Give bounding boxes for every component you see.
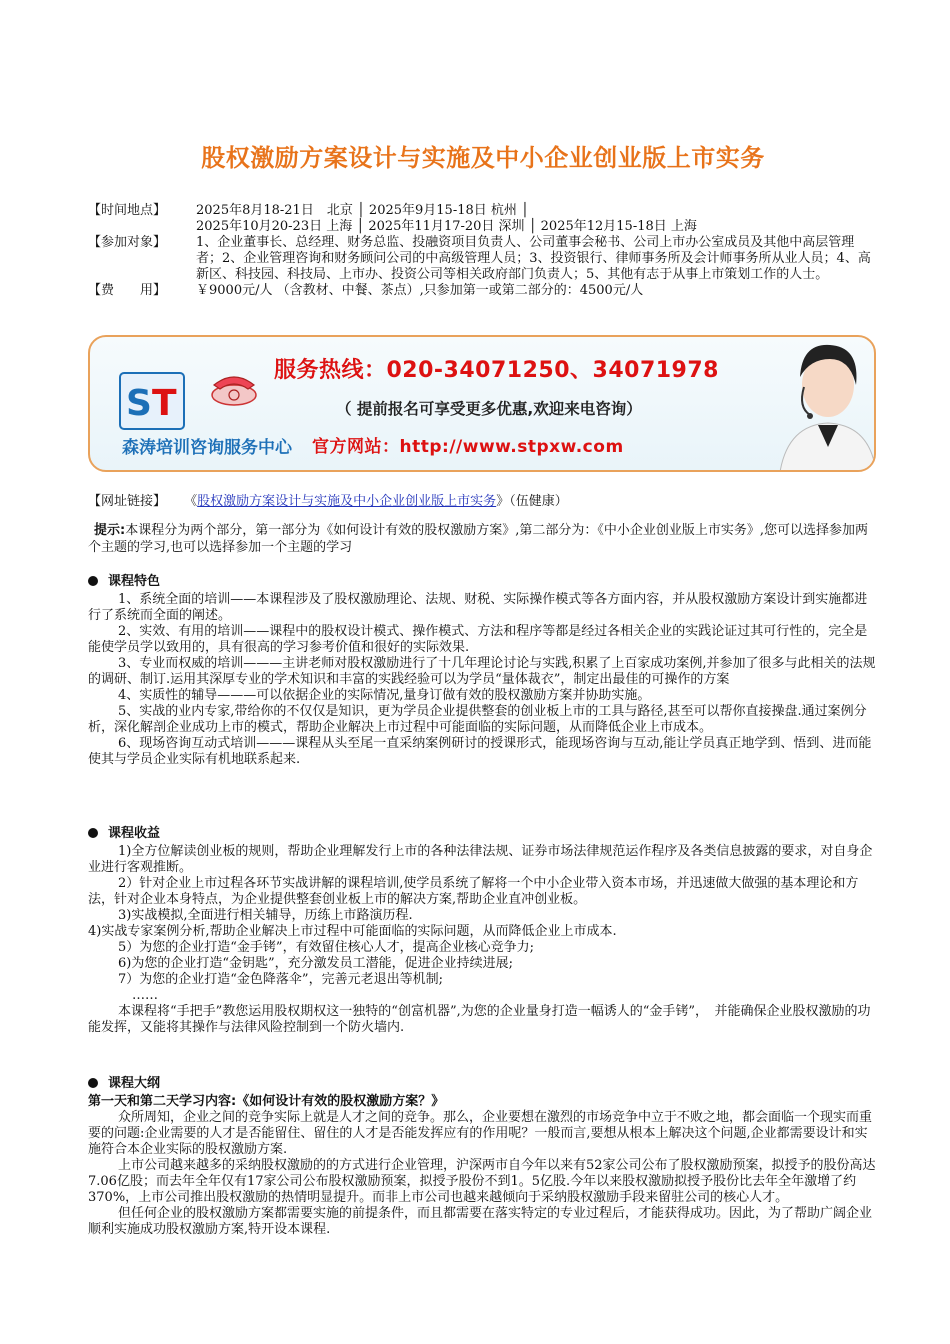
benefits-section	[88, 826, 878, 1036]
benefits-item: 本课程将“手把手”教您运用股权期权这一独特的“创富机器”,为您的企业量身打造一幅诱人的“金手铐”， 并能确保企业股权激励的功能发挥，又能将其操作与法律风险控制到一个防火墙内.	[88, 1004, 871, 1035]
tip-label: 提示:	[94, 523, 126, 538]
benefits-item: 3)实战模拟,全面进行相关辅导，历练上市路演历程.	[118, 908, 413, 923]
features-heading: 课程特色	[108, 574, 161, 589]
benefits-heading: 课程收益	[108, 826, 161, 841]
time-location-label: 【时间地点】	[88, 203, 167, 218]
org-name: 森涛培训咨询服务中心	[122, 438, 292, 458]
audience-label: 【参加对象】	[88, 235, 167, 250]
features-item: 6、现场咨询互动式培训———课程从头至尾一直采纳案例研讨的授课形式，能现场咨询与互动,能让学员真正地学到、悟到、进而能使其与学员企业实际有机地联系起来.	[88, 736, 872, 767]
benefits-item: 4)实战专家案例分析,帮助企业解决上市过程中可能面临的实际问题，从而降低企业上市成本.	[88, 924, 617, 939]
bullet-icon	[88, 1078, 98, 1088]
benefits-item: 5）为您的企业打造“金手铐”，有效留住核心人才，提高企业核心竞争力;	[118, 940, 534, 955]
promo-text: （ 提前报名可享受更多优惠,欢迎来电咨询）	[336, 400, 642, 418]
benefits-item: ……	[132, 988, 158, 1003]
time-location-line-1: 2025年8月18-21日 北京 │ 2025年9月15-18日 杭州 │	[196, 203, 529, 218]
features-section	[88, 574, 878, 768]
outline-paragraph: 众所周知，企业之间的竞争实际上就是人才之间的竞争。那么，企业要想在激烈的市场竞争中立于不败之地，都会面临一个现实而重要的问题:企业需要的人才是否能留住、留住的人才是否能发挥应有的作用呢？一般而言,要想从根本上解决这个问题,企业都需要设计和实施符合本企业实际的股权激励方案.	[88, 1110, 873, 1157]
audience-text: 1、企业董事长、总经理、财务总监、投融资项目负责人、公司董事会秘书、公司上市办公室成员及其他中高层管理者；2、企业管理咨询和财务顾问公司的中高级管理人员；3、投资银行、律师事务所及会计师事务所从业人员；4、高新区、科技园、科技局、上市办、投资公司等相关政府部门负责人；5、其他有志于从事上市策划工作的人士。	[196, 235, 871, 282]
service-agent-icon	[770, 337, 876, 472]
audience-row	[88, 235, 878, 283]
benefits-item: 1)全方位解读创业板的规则，帮助企业理解发行上市的各种法律法规、证券市场法律规范运作程序及各类信息披露的要求，对自身企业进行客观推断。	[88, 844, 873, 875]
outline-heading: 课程大纲	[108, 1076, 161, 1091]
benefits-item: 6)为您的企业打造“金钥匙”，充分激发员工潜能，促进企业持续进展;	[118, 956, 514, 971]
fee-text: ￥9000元/人 （含教材、中餐、茶点）,只参加第一或第二部分的：4500元/人	[196, 283, 644, 298]
outline-paragraph: 上市公司越来越多的采纳股权激励的的方式进行企业管理，沪深两市自今年以来有52家公司公布了股权激励预案，拟授予的股份高达7.06亿股；而去年全年仅有17家公司公布股权激励预案，拟授予股份不到1。5亿股.今年以来股权激励拟授予股份比去年全年激增了约370%，上市公司推出股权激励的热情明显提升。而非上市公司也越来越倾向于采纳股权激励手段来留驻公司的核心人才。	[88, 1158, 876, 1205]
bullet-icon	[88, 576, 98, 586]
hotline-banner[interactable]	[88, 335, 876, 472]
features-item: 1、系统全面的培训——本课程涉及了股权激励理论、法规、财税、实际操作模式等各方面内容，并从股权激励方案设计到实施都进行了系统而全面的阐述。	[88, 592, 868, 623]
company-logo-icon	[118, 371, 186, 431]
bullet-icon	[88, 828, 98, 838]
tip-paragraph	[88, 522, 878, 556]
url-link-row: 【网址链接】 《股权激励方案设计与实施及中小企业创业版上市实务》（伍健康）	[88, 494, 568, 509]
page-title: 股权激励方案设计与实施及中小企业创业版上市实务	[201, 144, 765, 172]
svg-text:T: T	[152, 383, 177, 424]
url-link-label: 【网址链接】	[88, 494, 167, 509]
benefits-item: 2）针对企业上市过程各环节实战讲解的课程培训,使学员系统了解将一个中小企业带入资本市场，并迅速做大做强的基本理论和方法，针对企业本身特点，为企业提供整套创业板上市的解决方案,帮助企业直冲创业板。	[88, 876, 859, 907]
svg-text:S: S	[126, 383, 152, 424]
hotline-text: 服务热线：020-34071250、34071978	[274, 358, 719, 383]
outline-paragraph: 但任何企业的股权激励方案都需要实施的前提条件，而且都需要在落实特定的专业过程后，才能获得成功。因此，为了帮助广阔企业顺利实施成功股权激励方案,特开设本课程.	[88, 1206, 873, 1237]
course-link[interactable]: 股权激励方案设计与实施及中小企业创业版上市实务	[197, 494, 497, 509]
outline-section	[88, 1076, 878, 1238]
features-item: 2、实效、有用的培训——课程中的股权设计模式、操作模式、方法和程序等都是经过各相关企业的实践论证过其可行性的，完全是能使学员学以致用的，具有很高的学习参考价值和很好的实际效果.	[88, 624, 868, 655]
features-item: 5、实战的业内专家,带给你的不仅仅是知识，更为学员企业提供整套的创业板上市的工具与路径,甚至可以帮你直接操盘.通过案例分析，深化解剖企业成功上市的模式，帮助企业解决上市过程中可能面临的实际问题，从而降低企业上市成本。	[88, 704, 867, 735]
time-location-line-2: 2025年10月20-23日 上海 │ 2025年11月17-20日 深圳 │ 2025年12月15-18日 上海	[196, 219, 697, 234]
fee-row	[88, 283, 878, 299]
features-item: 4、实质性的辅导———可以依据企业的实际情况,量身订做有效的股权激励方案并协助实施。	[118, 688, 651, 703]
telephone-icon	[208, 367, 260, 407]
outline-subheading: 第一天和第二天学习内容:《如何设计有效的股权激励方案？》	[88, 1094, 445, 1109]
fee-label: 【费 用】	[88, 283, 167, 298]
benefits-item: 7）为您的企业打造“金色降落伞”，完善元老退出等机制;	[118, 972, 443, 987]
features-item: 3、专业而权威的培训———主讲老师对股权激励进行了十几年理论讨论与实践,积累了上百家成功案例,并参加了很多与此相关的法规的调研、制订.运用其深厚专业的学术知识和丰富的实践经验可以为学员“量体裁衣”，制定出最佳的可操作的方案	[88, 656, 876, 687]
website-text[interactable]: 官方网站：http://www.stpxw.com	[312, 437, 624, 457]
time-location-row	[88, 203, 878, 235]
course-info	[88, 203, 878, 299]
tip-text: 本课程分为两个部分，第一部分为《如何设计有效的股权激励方案》,第二部分为：《中小企业创业版上市实务》,您可以选择参加两个主题的学习,也可以选择参加一个主题的学习	[88, 523, 868, 555]
